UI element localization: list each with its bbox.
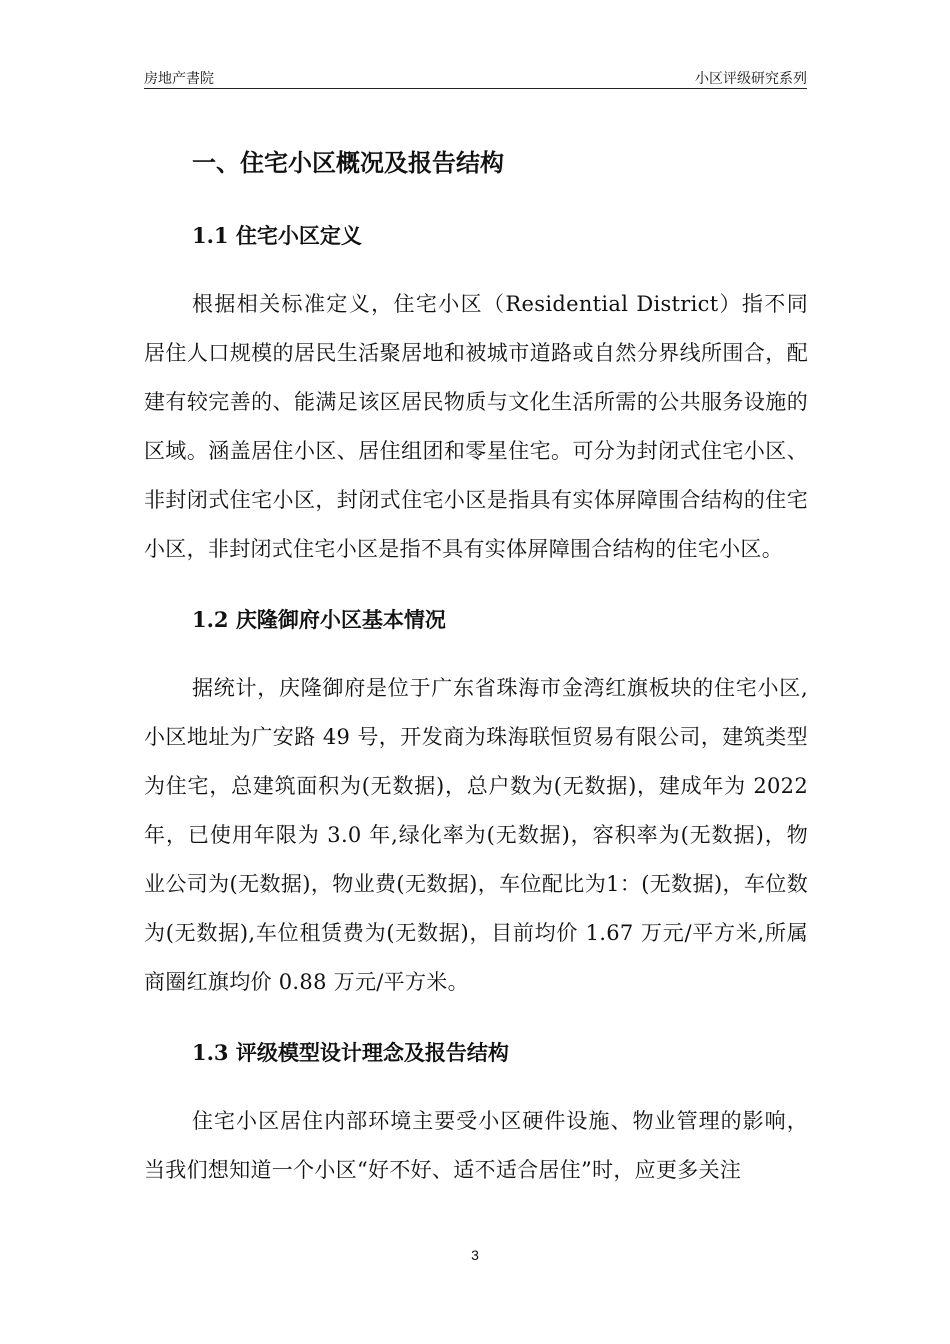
section-heading-1-1: 1.1 住宅小区定义: [192, 223, 362, 248]
section-body-1-3: 住宅小区居住内部环境主要受小区硬件设施、物业管理的影响，当我们想知道一个小区“好不好、适不适合居住”时，应更多关注: [144, 1109, 808, 1182]
chapter-title: 一、住宅小区概况及报告结构: [192, 149, 504, 177]
section-body-1-2: 据统计，庆隆御府是位于广东省珠海市金湾红旗板块的住宅小区,小区地址为广安路 49 号，开发商为珠海联恒贸易有限公司，建筑类型为住宅，总建筑面积为(无数据)，总户数为(无数据)，建成年为 2022 年，已使用年限为 3.0 年,绿化率为(无数据)，容积率为(无数据)，物业公司为(无数据)，物业费(无数据)，车位配比为1：(无数据)，车位数为(无数据),车位租赁费为(无数据)，目前均价 1.67 万元/平方米,所属商圈红旗均价 0.88 万元/平方米。: [144, 676, 808, 994]
page-header: [144, 66, 807, 89]
header-series-title: 小区评级研究系列: [695, 71, 807, 87]
section-heading-1-2: 1.2 庆隆御府小区基本情况: [192, 607, 446, 632]
header-publisher: 房地产書院: [144, 71, 214, 87]
section-heading-1-3: 1.3 评级模型设计理念及报告结构: [192, 1040, 509, 1065]
document-body: [144, 140, 808, 1195]
page-number: 3: [471, 1247, 479, 1263]
section-body-1-1: 根据相关标准定义，住宅小区（Residential District）指不同居住人口规模的居民生活聚居地和被城市道路或自然分界线所围合，配建有较完善的、能满足该区居民物质与文化生活所需的公共服务设施的区域。涵盖居住小区、居住组团和零星住宅。可分为封闭式住宅小区、非封闭式住宅小区，封闭式住宅小区是指具有实体屏障围合结构的住宅小区，非封闭式住宅小区是指不具有实体屏障围合结构的住宅小区。: [144, 292, 808, 561]
